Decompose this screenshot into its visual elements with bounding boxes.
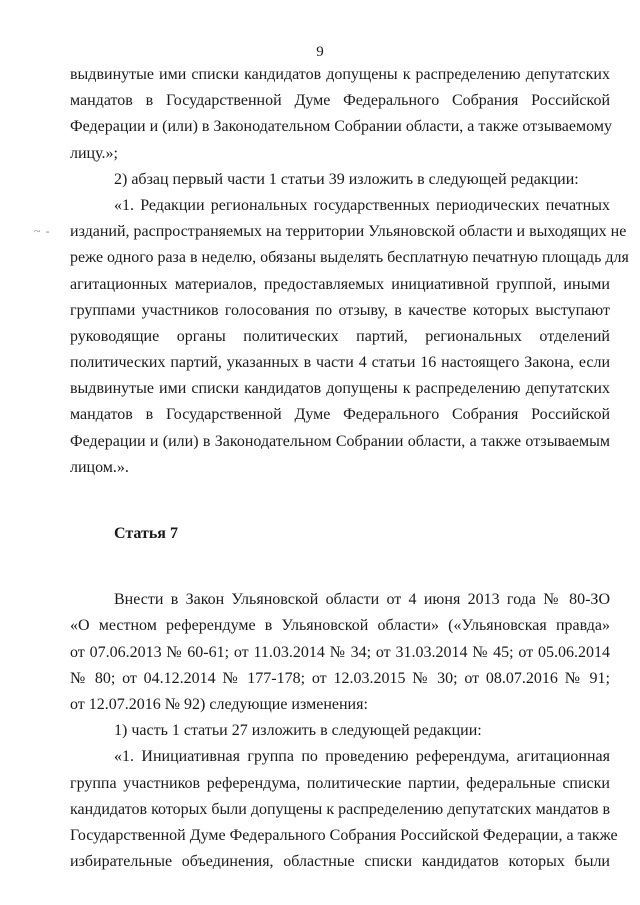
text-line: Федерации и (или) в Законодательном Собрании области, а также отзываемым [70,432,610,450]
page-number: 9 [316,44,324,60]
text-line: Внести в Закон Ульяновской области от 4 июня 2013 года № 80-ЗО [114,591,610,609]
text-line: кандидатов которых были допущены к распределению депутатских мандатов в [70,800,610,818]
text-line: «1. Инициативная группа по проведению референдума, агитационная [114,748,610,766]
text-line: «О местном референдуме в Ульяновской области» («Ульяновская правда» [70,617,610,635]
text-line: руководящие органы политических партий, региональных отделений [70,327,610,345]
text-line: Государственной Думе Федерального Собрания Российской Федерации, а также [70,826,618,844]
text-line: 1) часть 1 статьи 27 изложить в следующей редакции: [114,722,482,740]
text-line: «1. Редакции региональных государственных периодических печатных [114,196,610,214]
text-line: Федерации и (или) в Законодательном Собрании области, а также отзываемому [70,118,612,136]
text-line: изданий, распространяемых на территории Ульяновской области и выходящих не [70,223,627,241]
text-line: мандатов в Государственной Думе Федерального Собрания Российской [70,92,610,110]
text-line: реже одного раза в неделю, обязаны выделять бесплатную печатную площадь для [70,249,629,267]
document-body [70,62,629,875]
text-line: группа участников референдума, политические партии, федеральные списки [70,774,610,792]
text-line: выдвинутые ими списки кандидатов допущены к распределению депутатских [70,66,610,83]
text-line: лицу.»; [70,144,118,162]
text-line: агитационных материалов, предоставляемых инициативной группой, иными [70,275,610,293]
article-heading: Статья 7 [114,525,178,542]
text-line: мандатов в Государственной Думе Федерального Собрания Российской [70,406,610,424]
text-line: выдвинутые ими списки кандидатов допущены к распределению депутатских [70,380,610,398]
text-line: группами участников голосования по отзыву, в качестве которых выступают [70,301,610,319]
margin-mark: ~ - [34,224,51,238]
text-line: 2) абзац первый части 1 статьи 39 изложить в следующей редакции: [114,170,579,188]
text-line: избирательные объединения, областные списки кандидатов которых были [70,853,610,871]
text-line: политических партий, указанных в части 4 статьи 16 настоящего Закона, если [70,354,610,372]
text-line: лицом.». [70,458,129,476]
text-line: от 12.07.2016 № 92) следующие изменения: [70,695,368,713]
text-line: № 80; от 04.12.2014 № 177-178; от 12.03.2015 № 30; от 08.07.2016 № 91; [70,669,610,687]
text-line: от 07.06.2013 № 60-61; от 11.03.2014 № 34; от 31.03.2014 № 45; от 05.06.2014 [70,643,610,661]
